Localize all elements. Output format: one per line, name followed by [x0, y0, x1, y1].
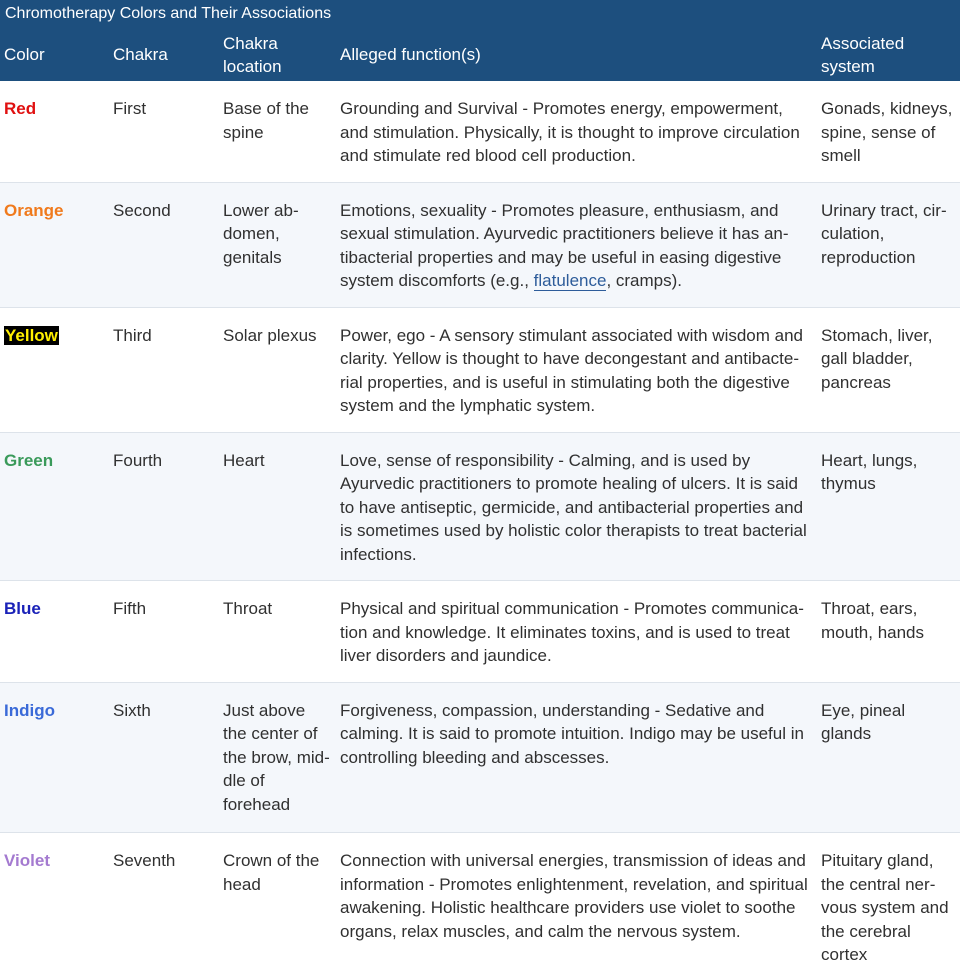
function-text-after: , cramps). — [606, 271, 683, 290]
chakra-cell: Fourth — [109, 432, 219, 581]
function-cell: Power, ego - A sensory stimulant associated with wisdom and clarity. Yellow is thought to have decongestant and antibacterial properties, and is useful in stimulating both the digestive system and the lymphatic system. — [336, 307, 817, 432]
table-row-orange — [0, 182, 960, 307]
color-cell-blue: Blue — [0, 581, 109, 683]
table-row-violet — [0, 833, 960, 966]
chakra-cell: Sixth — [109, 682, 219, 833]
chakra-cell: Fifth — [109, 581, 219, 683]
table-row-indigo — [0, 682, 960, 833]
location-cell: Just above the center of the brow, middle of forehead — [219, 682, 336, 833]
table-row-blue — [0, 581, 960, 683]
table-row-red — [0, 81, 960, 182]
color-cell-green: Green — [0, 432, 109, 581]
system-cell: Urinary tract, circulation, reproduction — [817, 182, 960, 307]
location-cell: Lower abdomen, genitals — [219, 182, 336, 307]
header-color: Color — [0, 28, 109, 81]
flatulence-link[interactable]: flatulence — [533, 271, 607, 290]
function-text-before: Emotions, sexuality - Promotes pleasure, enthusiasm, and sexual stimulation. Ayurvedic practitioners believe it has antibacterial properties and may be useful in easing digestive system discomforts (e.g., — [340, 200, 789, 290]
color-cell-indigo: Indigo — [0, 682, 109, 833]
chakra-cell: Seventh — [109, 833, 219, 966]
header-system: Associated system — [817, 28, 960, 81]
location-cell: Crown of the head — [219, 833, 336, 966]
table-row-green — [0, 432, 960, 581]
color-cell-violet: Violet — [0, 833, 109, 966]
function-cell: Forgiveness, compassion, understanding - Sedative and calming. It is said to promote intuition. Indigo may be useful in controlling bleeding and abscesses. — [336, 682, 817, 833]
chakra-cell: Third — [109, 307, 219, 432]
chakra-cell: Second — [109, 182, 219, 307]
location-cell: Solar plexus — [219, 307, 336, 432]
function-cell: Connection with universal energies, transmission of ideas and information - Promotes enlightenment, revelation, and spiritual awakening. Holistic healthcare providers use violet to soothe organs, relax muscles, and calm the nervous system. — [336, 833, 817, 966]
function-cell: Grounding and Survival - Promotes energy, empowerment, and stimulation. Physically, it is thought to improve circulation and stimulate red blood cell production. — [336, 81, 817, 182]
system-cell: Heart, lungs, thymus — [817, 432, 960, 581]
color-cell-red: Red — [0, 81, 109, 182]
header-function: Alleged function(s) — [336, 28, 817, 81]
chromotherapy-table — [0, 28, 960, 966]
function-cell: Love, sense of responsibility - Calming, and is used by Ayurvedic practitioners to promote healing of ulcers. It is said to have antiseptic, germicide, and antibacterial properties and is sometimes used by holistic color therapists to treat bacterial infections. — [336, 432, 817, 581]
header-row — [0, 28, 960, 81]
system-cell: Pituitary gland, the central nervous system and the cerebral cortex — [817, 833, 960, 966]
table-row-yellow — [0, 307, 960, 432]
header-location: Chakra location — [219, 28, 336, 81]
yellow-highlight-label: Yellow — [5, 325, 58, 345]
location-cell: Throat — [219, 581, 336, 683]
function-cell: Physical and spiritual communication - Promotes communication and knowledge. It eliminates toxins, and is used to treat liver disorders and jaundice. — [336, 581, 817, 683]
color-cell-orange: Orange — [0, 182, 109, 307]
chakra-cell: First — [109, 81, 219, 182]
table-caption: Chromotherapy Colors and Their Associations — [0, 0, 960, 28]
header-chakra: Chakra — [109, 28, 219, 81]
location-cell: Heart — [219, 432, 336, 581]
location-cell: Base of the spine — [219, 81, 336, 182]
system-cell: Eye, pineal glands — [817, 682, 960, 833]
system-cell: Throat, ears, mouth, hands — [817, 581, 960, 683]
system-cell: Stomach, liver, gall bladder, pancreas — [817, 307, 960, 432]
function-cell — [336, 182, 817, 307]
color-cell-yellow — [0, 307, 109, 432]
system-cell: Gonads, kidneys, spine, sense of smell — [817, 81, 960, 182]
